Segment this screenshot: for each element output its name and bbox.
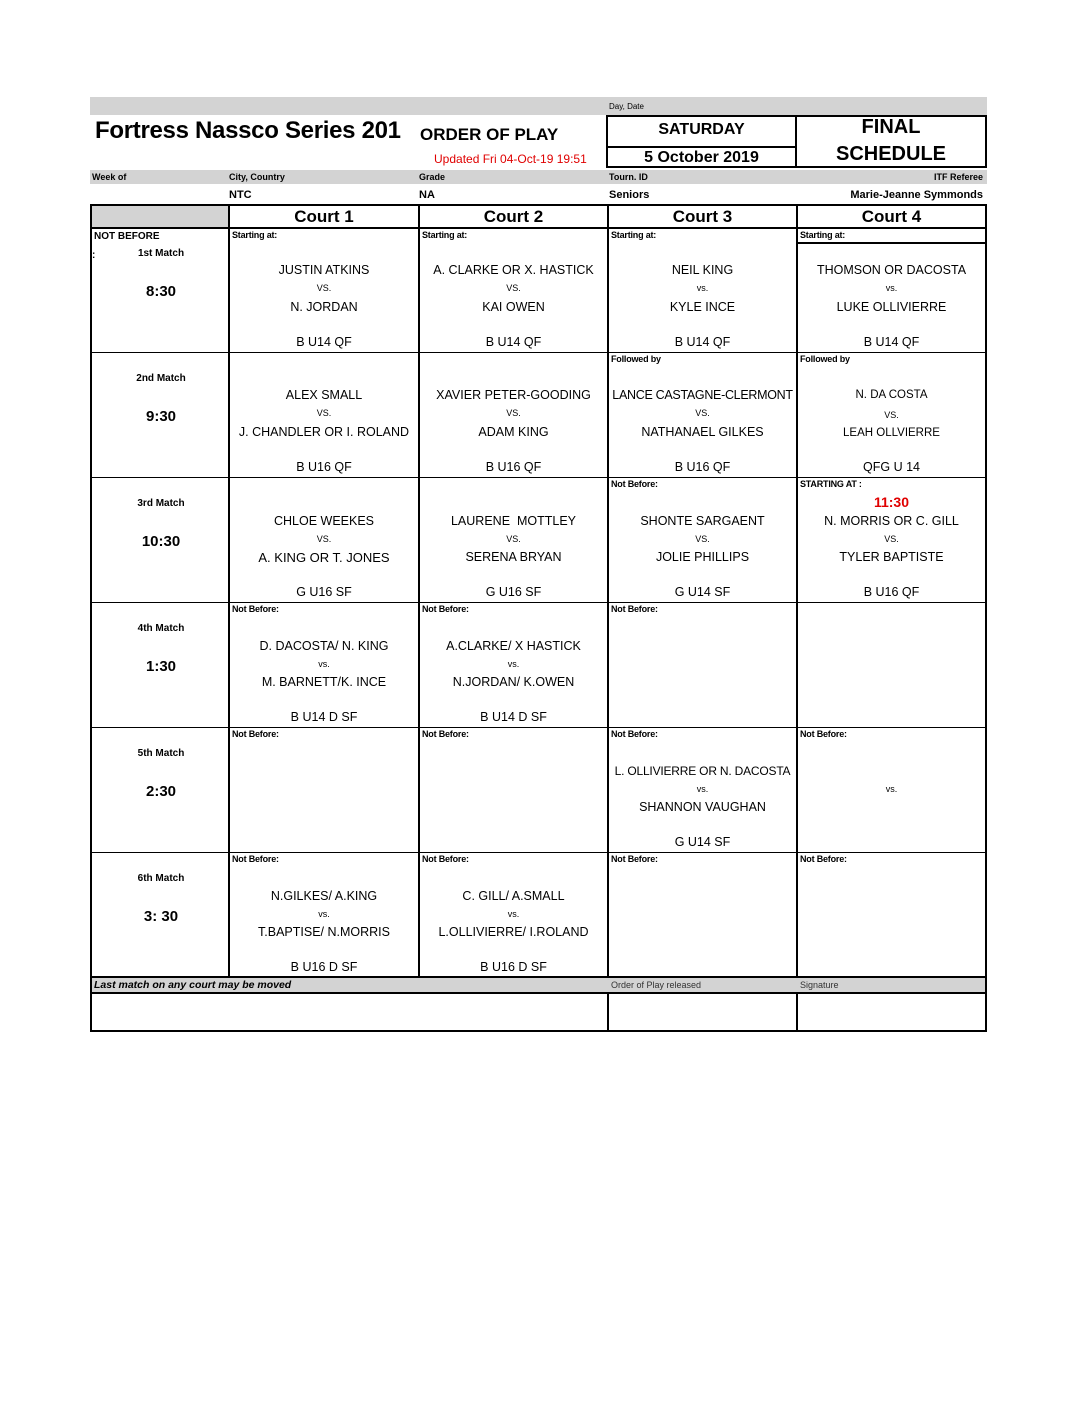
tourn-id-label: Tourn. ID <box>609 172 648 182</box>
match-cell <box>230 229 418 352</box>
vs-label: vs. <box>696 283 709 293</box>
order-of-play-heading: ORDER OF PLAY <box>420 125 559 144</box>
event-label: B U16 QF <box>296 460 352 474</box>
player-1: ALEX SMALL <box>285 388 363 402</box>
player-2: TYLER BAPTISTE <box>839 550 944 564</box>
match-cell <box>798 478 985 602</box>
cell-label: Not Before: <box>800 729 847 739</box>
grid-corner <box>92 206 229 228</box>
match-cell <box>420 853 607 976</box>
player-1: XAVIER PETER-GOODING <box>436 388 591 402</box>
player-2: J. CHANDLER OR I. ROLAND <box>238 425 410 439</box>
player-1: THOMSON OR DACOSTA <box>816 263 967 277</box>
player-1: JUSTIN ATKINS <box>278 263 370 277</box>
court-1-header: Court 1 <box>294 207 354 226</box>
cell-label: Not Before: <box>611 729 658 739</box>
match-label: 3rd Match <box>137 498 185 509</box>
cell-label: Not Before: <box>232 729 279 739</box>
player-2: KYLE INCE <box>669 300 736 314</box>
cell-label: Starting at: <box>422 230 468 240</box>
player-1: LAURENE MOTTLEY <box>450 514 577 528</box>
cell-label: Starting at: <box>800 230 846 240</box>
match-cell <box>798 728 985 852</box>
status-line-2: SCHEDULE <box>835 143 946 165</box>
player-2: A. KING OR T. JONES <box>258 550 390 565</box>
match-cell <box>798 353 985 477</box>
match-label: 6th Match <box>137 873 185 884</box>
court-3-header: Court 3 <box>672 207 733 226</box>
match-cell <box>420 603 607 727</box>
not-before-heading: NOT BEFORE <box>94 231 160 242</box>
match-cell <box>420 728 607 852</box>
tourn-id-value: Seniors <box>609 189 650 201</box>
city-value: NTC <box>229 189 252 201</box>
player-2: SERENA BRYAN <box>465 550 562 564</box>
cell-label: Not Before: <box>611 854 658 864</box>
cell-label: Not Before: <box>611 604 658 614</box>
match-cell <box>609 853 796 976</box>
cell-label: STARTING AT : <box>800 479 862 489</box>
court-4-header: Court 4 <box>861 207 922 226</box>
event-label: B U14 D SF <box>290 710 358 724</box>
footer-note: Last match on any court may be moved <box>94 979 292 991</box>
player-2: ADAM KING <box>478 425 549 439</box>
player-1: CHLOE WEEKES <box>273 514 375 528</box>
status-line-1: FINAL <box>861 116 921 138</box>
vs-label: vs. <box>507 909 520 919</box>
signature-label: Signature <box>800 980 839 990</box>
match-cell <box>230 603 418 727</box>
event-label: B U14 QF <box>863 335 920 349</box>
cell-label: Not Before: <box>611 479 658 489</box>
match-label: 5th Match <box>137 748 185 759</box>
court-2-header: Court 2 <box>483 207 544 226</box>
match-cell <box>798 229 985 352</box>
player-1: SHONTE SARGAENT <box>640 514 765 528</box>
vs-label: vs. <box>507 659 520 669</box>
player-1: N.GILKES/ A.KING <box>270 889 378 903</box>
event-label: B U14 QF <box>674 335 731 349</box>
vs-label: VS. <box>316 283 332 293</box>
player-2: LUKE OLLIVIERRE <box>836 300 947 314</box>
grade-value: NA <box>419 189 435 201</box>
vs-label: vs. <box>318 659 330 669</box>
released-label: Order of Play released <box>611 980 702 990</box>
match-cell <box>230 728 418 852</box>
event-label: B U16 QF <box>485 460 542 474</box>
vs-label: vs. <box>696 784 709 794</box>
match-time: 10:30 <box>141 533 181 550</box>
player-2: NATHANAEL GILKES <box>641 425 764 439</box>
match-label: 4th Match <box>137 623 185 634</box>
cell-label: Not Before: <box>800 854 847 864</box>
vs-label: vs. <box>318 909 330 919</box>
match-cell <box>609 353 796 477</box>
cell-label: Not Before: <box>232 604 279 614</box>
player-1: A. CLARKE OR X. HASTICK <box>433 263 594 277</box>
match-cell <box>230 353 418 477</box>
vs-label: VS. <box>695 534 710 544</box>
vs-label: VS. <box>506 283 521 293</box>
updated-timestamp: Updated Fri 04-Oct-19 19:51 <box>434 152 587 166</box>
player-1: N. MORRIS OR C. GILL <box>824 514 959 528</box>
cell-label: Not Before: <box>422 729 469 739</box>
player-1: LANCE CASTAGNE-CLERMONT <box>612 388 793 402</box>
event-label: QFG U 14 <box>863 460 920 474</box>
vs-label: VS. <box>506 534 521 544</box>
event-label: B U16 QF <box>863 585 920 599</box>
match-time: 9:30 <box>145 408 177 425</box>
match-cell <box>798 603 985 727</box>
match-cell <box>609 229 796 352</box>
player-2: JOLIE PHILLIPS <box>655 550 750 564</box>
event-label: B U16 D SF <box>480 960 547 974</box>
schedule-grid <box>90 204 987 1032</box>
week-of-label: Week of <box>92 172 127 182</box>
start-time: 11:30 <box>873 494 910 510</box>
match-time: 2:30 <box>145 783 177 800</box>
player-1: A.CLARKE/ X HASTICK <box>446 639 581 653</box>
date-label: 5 October 2019 <box>644 149 759 166</box>
match-cell <box>230 853 418 976</box>
cell-label: Not Before: <box>422 604 469 614</box>
match-cell <box>420 353 607 477</box>
cell-label: Followed by <box>611 354 661 364</box>
match-cell <box>420 478 607 602</box>
day-date-divider <box>606 146 797 148</box>
day-date-label: Day, Date <box>609 102 644 111</box>
event-label: G U16 SF <box>296 585 352 599</box>
vs-label: VS. <box>316 534 332 544</box>
tournament-title: Fortress Nassco Series 201 <box>95 117 401 144</box>
vs-label: vs. <box>885 784 898 794</box>
referee-label: ITF Referee <box>933 172 983 182</box>
match-cell <box>609 478 796 602</box>
row-colon: : <box>92 250 96 261</box>
match-cell <box>798 853 985 976</box>
vs-label: VS. <box>884 410 899 420</box>
player-2: T.BAPTISE/ N.MORRIS <box>258 925 390 939</box>
match-label: 1st Match <box>137 248 185 259</box>
footer-divider <box>92 992 985 994</box>
cell-label: Starting at: <box>611 230 657 240</box>
player-2: N.JORDAN/ K.OWEN <box>452 675 575 689</box>
event-label: B U16 D SF <box>290 960 358 974</box>
event-label: G U16 SF <box>485 585 542 599</box>
grade-label: Grade <box>419 172 446 182</box>
match-time: 3: 30 <box>143 908 179 925</box>
city-label: City, Country <box>229 172 285 182</box>
event-label: B U16 QF <box>674 460 731 474</box>
vs-label: VS. <box>695 408 710 418</box>
player-2: L.OLLIVIERRE/ I.ROLAND <box>438 925 589 939</box>
player-1: D. DACOSTA/ N. KING <box>259 639 389 653</box>
day-label: SATURDAY <box>658 121 745 138</box>
event-label: B U14 D SF <box>480 710 547 724</box>
vs-label: vs. <box>885 283 898 293</box>
player-1: NEIL KING <box>671 263 734 277</box>
cell-label: Starting at: <box>232 230 278 240</box>
match-cell <box>230 478 418 602</box>
cell-label: Not Before: <box>422 854 469 864</box>
match-cell <box>609 603 796 727</box>
event-label: B U14 QF <box>485 335 542 349</box>
player-2: N. JORDAN <box>290 300 358 314</box>
vs-label: VS. <box>884 534 899 544</box>
match-time: 8:30 <box>145 283 177 300</box>
player-2: KAI OWEN <box>482 300 545 314</box>
referee-value: Marie-Jeanne Symmonds <box>850 189 983 201</box>
vs-label: VS. <box>506 408 521 418</box>
cell-label: Not Before: <box>232 854 279 864</box>
match-cell <box>420 229 607 352</box>
player-2: SHANNON VAUGHAN <box>639 800 766 814</box>
player-1: N. DA COSTA <box>855 389 928 401</box>
event-label: B U14 QF <box>296 335 352 349</box>
vs-label: VS. <box>316 408 332 418</box>
event-label: G U14 SF <box>674 585 731 599</box>
event-label: G U14 SF <box>674 835 731 849</box>
player-1: L. OLLIVIERRE OR N. DACOSTA <box>614 764 791 778</box>
match-cell <box>609 728 796 852</box>
top-band <box>90 97 987 115</box>
player-2: LEAH OLLVIERRE <box>843 427 940 439</box>
match-time: 1:30 <box>145 658 177 675</box>
player-2: M. BARNETT/K. INCE <box>261 675 387 689</box>
player-1: C. GILL/ A.SMALL <box>462 889 565 903</box>
match-label: 2nd Match <box>136 373 186 384</box>
cell-label: Followed by <box>800 354 850 364</box>
info-label-band <box>90 170 987 184</box>
